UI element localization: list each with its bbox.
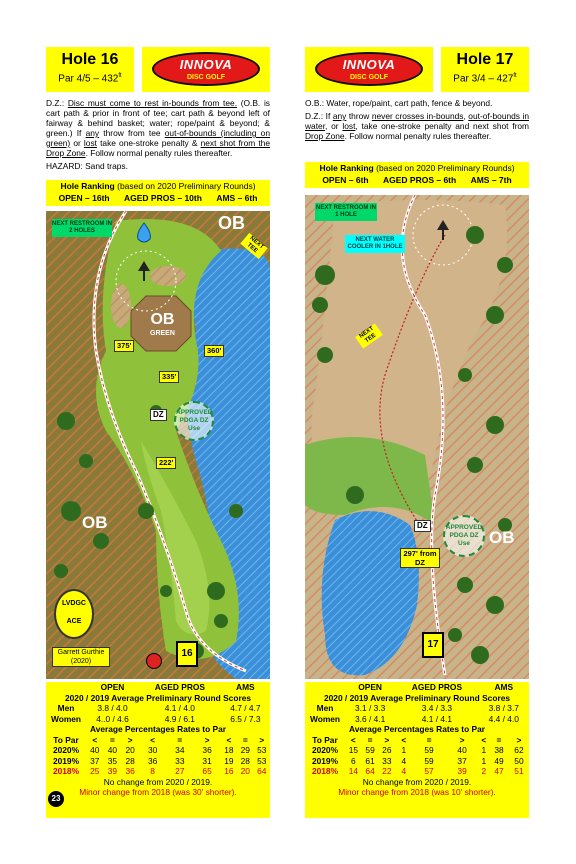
next-tee-sign: NEXT TEE xyxy=(355,323,383,348)
distance-375: 375' xyxy=(114,340,134,352)
ranking-title: Hole Ranking xyxy=(60,181,115,191)
hole-17-par: Par $3/4 - 427^{ft}$ xyxy=(453,73,517,85)
pct-title: Average Percentages Rates to Par xyxy=(348,724,486,734)
hole-17-map xyxy=(305,195,529,679)
rank-aged: AGED PROS – 10th xyxy=(124,193,202,203)
next-water-cooler-sign: NEXT WATER COOLER IN 1HOLE xyxy=(345,235,405,253)
hole-17-title-box xyxy=(441,47,529,92)
ob-label-top: OB xyxy=(218,213,245,233)
innova-logo-2: INNOVA DISC GOLF xyxy=(315,52,423,86)
hole-16-par: Par $4/5 - 432^{ft}$ xyxy=(58,73,122,85)
hole-16-title-box xyxy=(46,47,134,92)
distance-360: 360' xyxy=(204,345,224,357)
note-1: No change from 2020 / 2019. xyxy=(103,776,213,787)
innova-logo-box-2 xyxy=(305,47,433,92)
hole-16-ranking xyxy=(46,180,270,206)
rank-open: OPEN – 16th xyxy=(58,193,110,203)
ranking-note: (based on 2020 Preliminary Rounds) xyxy=(117,181,256,191)
green-ob-label: OB GREEN xyxy=(150,311,175,337)
hole-16-map xyxy=(46,211,270,679)
hole-17-rules: O.B.: Water, rope/paint, cart path, fence & beyond. D.Z.: If any throw never crosses in-bounds, out-of-bounds in water, or lost, take one-stroke penalty and next shot from Drop Zone. Follow normal penalty rules thereafter. xyxy=(305,98,530,141)
photo-credit: Garrett Gurthie (2020) xyxy=(52,647,110,667)
page-number: 23 xyxy=(48,791,64,807)
hole-16-title: Hole 16 xyxy=(61,51,119,68)
rank-open: OPEN – 6th xyxy=(322,175,369,185)
drop-zone-marker: DZ xyxy=(150,409,167,421)
avg-title: 2020 / 2019 Average Preliminary Round Scores xyxy=(64,692,252,703)
ranking-note: (based on 2020 Preliminary Rounds) xyxy=(376,163,515,173)
hole-17-title: Hole 17 xyxy=(456,51,514,68)
hole-17-stats xyxy=(305,682,529,818)
distance-from-dz: 297' from DZ xyxy=(400,548,440,568)
no-smoking-icon xyxy=(146,653,162,669)
pdga-approved-stamp: APPROVED PDGA DZ Use xyxy=(174,401,214,441)
lvdgc-ace-logo: LVDGC ACE xyxy=(54,589,94,639)
rank-ams: AMS – 6th xyxy=(216,193,258,203)
hole-17-stats-table: OPEN AGED PROS AMS 2020 / 2019 Average Preliminary Round Scores Men 3.1 / 3.3 3.4 / 3.3 3.8 / 3.7 Women 3.6 / 4.1 4.1 / 4.1 4.4 / 4.0 Average Percentages Rates to Par To Par < = > < = > < = > 2020% 15 59 26 1 59 40 1 38 62 2019% 6 61 33 4 59 37 1 49 50 2018% 14 64 22 4 57 39 2 47 51 No change from 2020 / 2019. Minor change from 2018 (was 10' shorter). xyxy=(305,682,529,798)
tee-marker: 16 xyxy=(176,641,198,667)
ob-label: OB xyxy=(489,528,515,547)
hole-16-stats xyxy=(46,682,270,818)
tee-marker: 17 xyxy=(422,632,444,658)
hole-17-ranking xyxy=(305,162,529,188)
avg-title: 2020 / 2019 Average Preliminary Round Scores xyxy=(323,692,511,703)
distance-335: 335' xyxy=(159,371,179,383)
hole-16-rules: D.Z.: Disc must come to rest in-bounds from tee. (O.B. is cart path & prior in front of tee; cart path & beyond left of fairway & behind basket; water; rope/paint & beyond; & green.) If any throw from tee out-of-bounds (including on green) or lost take one-stroke penalty & next shot from the Drop Zone. Follow normal penalty rules thereafter. HAZARD: Sand traps. xyxy=(46,98,271,171)
rank-aged: AGED PROS – 6th xyxy=(382,175,457,185)
innova-logo-box xyxy=(142,47,270,92)
distance-222: 222' xyxy=(156,457,176,469)
ob-label-bottom: OB xyxy=(82,513,108,532)
pct-title: Average Percentages Rates to Par xyxy=(89,724,227,734)
note-2: Minor change from 2018 (was 10' shorter). xyxy=(338,787,496,797)
next-restroom-sign: NEXT RESTROOM IN 1 HOLE xyxy=(315,203,377,221)
next-tee-sign: NEXT TEE xyxy=(240,233,267,259)
note-1: No change from 2020 / 2019. xyxy=(362,776,472,787)
rank-ams: AMS – 7th xyxy=(470,175,512,185)
hole-16-stats-table: OPEN AGED PROS AMS 2020 / 2019 Average Preliminary Round Scores Men 3.8 / 4.0 4.1 / 4.0 4.7 / 4.7 Women 4..0 / 4.6 4.9 / 6.1 6.5 / 7.3 Average Percentages Rates to Par To Par < = > < = > < = > 2020% 40 40 20 30 34 36 18 29 53 2019% 37 35 28 36 33 31 19 28 53 2018% 25 39 36 8 27 65 16 20 64 No change from 2020 / 2019. Minor change from 2018 (was 30' shorter). xyxy=(46,682,270,798)
drop-zone-marker: DZ xyxy=(414,520,431,532)
pdga-approved-stamp: APPROVED PDGA DZ Use xyxy=(443,515,485,557)
note-2: Minor change from 2018 (was 30' shorter). xyxy=(79,787,237,797)
next-restroom-sign: NEXT RESTROOM IN 2 HOLES xyxy=(52,219,112,237)
ranking-title: Hole Ranking xyxy=(319,163,374,173)
innova-logo: INNOVA DISC GOLF xyxy=(152,52,260,86)
hole-17-map-graphic xyxy=(305,195,529,679)
